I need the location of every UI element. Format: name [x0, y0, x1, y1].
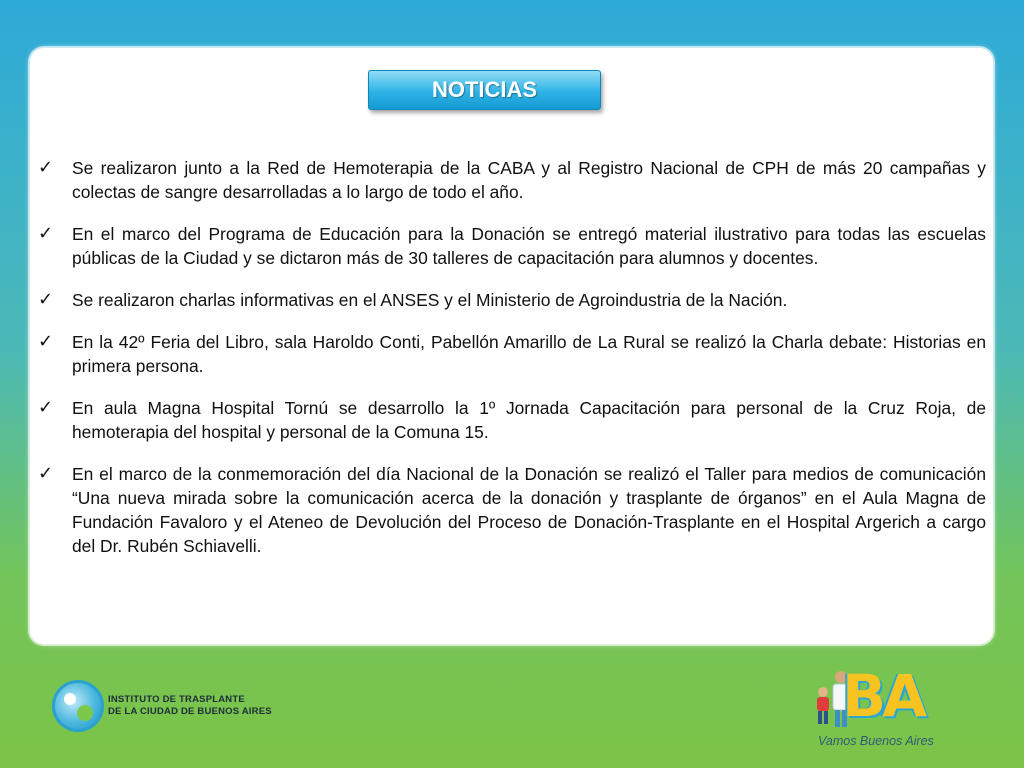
list-item — [38, 396, 986, 444]
list-item — [38, 156, 986, 204]
list-item — [38, 222, 986, 270]
list-item — [38, 330, 986, 378]
institute-emblem-icon — [52, 680, 104, 732]
ba-logo — [812, 660, 952, 760]
ba-slogan: Vamos Buenos Aires — [818, 734, 934, 748]
list-item — [38, 462, 986, 558]
ba-letters: BA — [842, 662, 924, 730]
news-text: Se realizaron junto a la Red de Hemoterapia de la CABA y al Registro Nacional de CPH de más 20 campañas y colectas de sangre desarrolladas a lo largo de todo el año. — [72, 158, 986, 202]
check-icon: ✓ — [38, 289, 54, 310]
news-text: En el marco de la conmemoración del día Nacional de la Donación se realizó el Taller para medios de comunicación “Una nueva mirada sobre la comunicación acerca de la donación y trasplante de órganos” en el Aula Magna de Fundación Favaloro y el Ateneo de Devolución del Proceso de Donación-Trasplante en el Hospital Argerich a cargo del Dr. Rubén Schiavelli. — [72, 464, 986, 556]
check-icon: ✓ — [38, 397, 54, 418]
check-icon: ✓ — [38, 157, 54, 178]
news-list — [38, 156, 986, 576]
list-item — [38, 288, 986, 312]
news-text: En la 42º Feria del Libro, sala Haroldo Conti, Pabellón Amarillo de La Rural se realizó la Charla debate: Historias en primera persona. — [72, 332, 986, 376]
noticias-title-button[interactable]: NOTICIAS — [368, 70, 601, 110]
news-text: En aula Magna Hospital Tornú se desarrollo la 1º Jornada Capacitación para personal de la Cruz Roja, de hemoterapia del hospital y personal de la Comuna 15. — [72, 398, 986, 442]
check-icon: ✓ — [38, 331, 54, 352]
check-icon: ✓ — [38, 223, 54, 244]
news-text: Se realizaron charlas informativas en el ANSES y el Ministerio de Agroindustria de la Nación. — [72, 290, 788, 310]
news-text: En el marco del Programa de Educación para la Donación se entregó material ilustrativo para todas las escuelas públicas de la Ciudad y se dictaron más de 30 talleres de capacitación para alumnos y docentes. — [72, 224, 986, 268]
institute-logo — [52, 680, 312, 736]
institute-name: INSTITUTO DE TRASPLANTE DE LA CIUDAD DE BUENOS AIRES — [108, 694, 272, 717]
check-icon: ✓ — [38, 463, 54, 484]
